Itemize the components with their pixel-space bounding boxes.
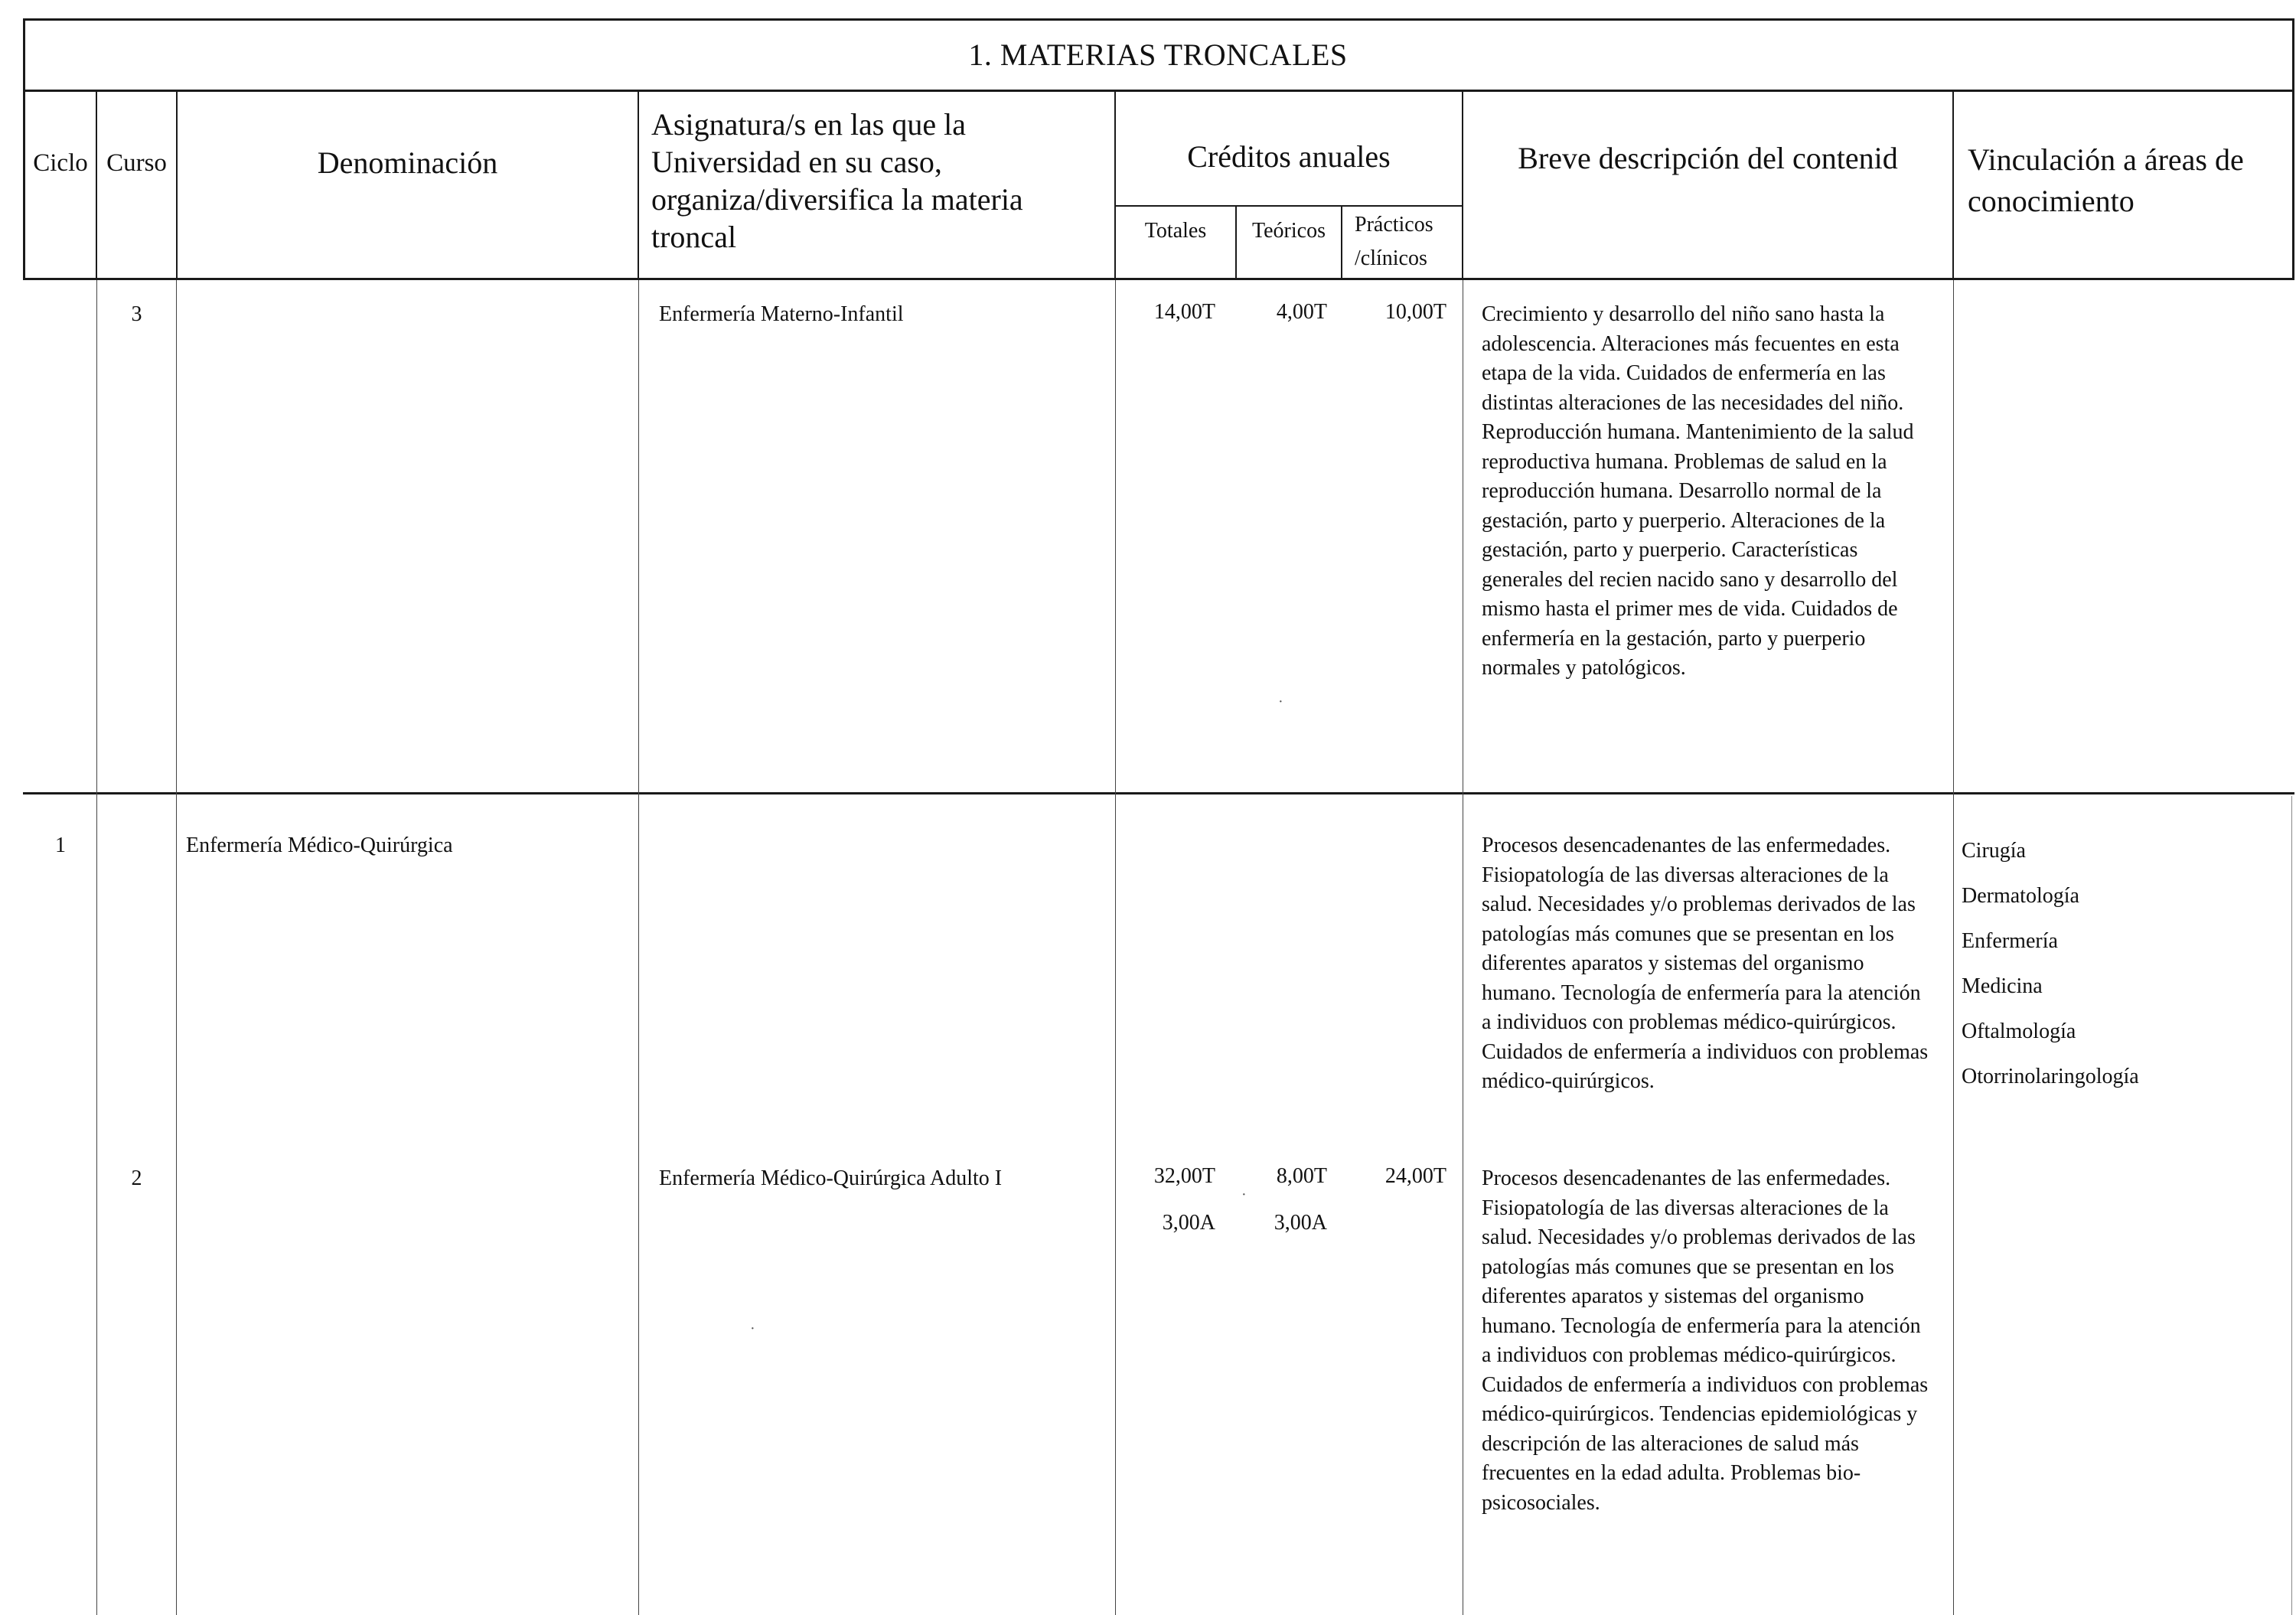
row2-areas-list — [1962, 828, 2287, 1099]
col-sep-ciclo — [96, 91, 97, 279]
row2-descripcion: Procesos desencadenantes de las enfermedades. Fisiopatología de las diversas alteraciones de la salud. Necesidades y/o problemas derivados de las patologías más comunes que se presentan en los diferentes aparatos y sistemas del organismo humano. Tecnología de enfermería para la atención a individuos con problemas médico-quirúrgicos. Cuidados de enfermería a individuos con problemas médico-quirúrgicos. — [1482, 834, 1929, 1093]
col-sep-descripcion — [1952, 91, 1954, 279]
body-sep-creditos-start — [1115, 280, 1116, 1615]
row1-curso: 3 — [131, 302, 142, 326]
header-curso: Curso — [106, 149, 167, 177]
col-sep-denominacion — [638, 91, 639, 279]
header-teoricos: Teóricos — [1251, 219, 1326, 243]
header-vinculacion: Vinculación a áreas de conocimiento — [1968, 142, 2244, 218]
row1-totales: 14,00T — [1153, 300, 1215, 324]
header-asignatura: Asignatura/s en las que la Universidad en su caso, organiza/diversifica la materia troncal — [651, 107, 1023, 254]
row3-asignatura: Enfermería Médico-Quirúrgica Adulto I — [659, 1166, 1003, 1190]
scan-speck: · — [1278, 693, 1283, 710]
row3-totales-1: 32,00T — [1153, 1164, 1215, 1188]
row1-practicos: 10,00T — [1384, 300, 1446, 324]
body-border-right — [2291, 796, 2292, 1615]
area-item: Dermatología — [1962, 884, 2079, 908]
row1-teoricos: 4,00T — [1276, 300, 1327, 324]
col-sep-creditos — [1462, 91, 1463, 279]
header-practicos: Prácticos — [1355, 213, 1433, 237]
scan-speck: · — [750, 1320, 755, 1337]
area-item: Enfermería — [1962, 929, 2058, 953]
area-item: Cirugía — [1962, 839, 2026, 863]
scan-speck: · — [1241, 1186, 1247, 1203]
col-sep-asignatura — [1114, 91, 1116, 279]
header-ciclo: Ciclo — [33, 149, 88, 177]
row3-curso: 2 — [131, 1166, 142, 1190]
header-denominacion: Denominación — [317, 145, 498, 180]
area-item: Otorrinolaringología — [1962, 1065, 2139, 1088]
body-sep-denominacion — [176, 280, 177, 1615]
row3-totales-2: 3,00A — [1162, 1211, 1215, 1235]
area-item: Oftalmología — [1962, 1020, 2076, 1043]
row2-ciclo: 1 — [55, 834, 66, 857]
col-sep-teoricos — [1341, 206, 1342, 279]
header-creditos-anuales: Créditos anuales — [1187, 139, 1391, 174]
row3-descripcion: Procesos desencadenantes de las enfermedades. Fisiopatología de las diversas alteraciones de la salud. Necesidades y/o problemas derivados de las patologías más comunes que se presentan en los diferentes aparatos y sistemas del organismo humano. Tecnología de enfermería para la atención a individuos con problemas médico-quirúrgicos. Cuidados de enfermería a individuos con problemas médico-quirúrgicos. Tendencias epidemiológicas y descripción de las alteraciones de salud más frecuentes en la edad adulta. Problemas bio-psicosociales. — [1482, 1166, 1929, 1515]
area-item: Medicina — [1962, 974, 2043, 998]
row3-teoricos-2: 3,00A — [1274, 1211, 1327, 1235]
body-sep-asignatura — [638, 280, 639, 1615]
row1-asignatura: Enfermería Materno-Infantil — [659, 302, 904, 326]
header-descripcion: Breve descripción del contenid — [1518, 141, 1898, 175]
col-sep-curso — [176, 91, 178, 279]
header-clinicos: /clínicos — [1355, 246, 1427, 270]
creditos-subheader-border — [1114, 205, 1463, 207]
header-totales: Totales — [1144, 219, 1207, 243]
row1-descripcion: Crecimiento y desarrollo del niño sano hasta la adolescencia. Alteraciones más fecuentes en esta etapa de la vida. Cuidados de enfermería en las distintas alteraciones de las necesidades del niño. Reproducción humana. Mantenimiento de la salud reproductiva humana. Problemas de salud en la reproducción humana. Desarrollo normal de la gestación, parto y puerperio. Alteraciones de la gestación, parto y puerperio. Características generales del recien nacido sano y desarrollo del mismo hasta el primer mes de vida. Cuidados de enfermería en la gestación, parto y puerperio normales y patológicos. — [1482, 302, 1914, 680]
row3-practicos: 24,00T — [1384, 1164, 1446, 1188]
body-sep-curso — [96, 280, 97, 1615]
body-sep-vinculacion — [1953, 280, 1954, 1615]
row2-denominacion: Enfermería Médico-Quirúrgica — [186, 834, 453, 857]
table-title: 1. MATERIAS TRONCALES — [968, 38, 1348, 72]
row3-teoricos-1: 8,00T — [1276, 1164, 1327, 1188]
